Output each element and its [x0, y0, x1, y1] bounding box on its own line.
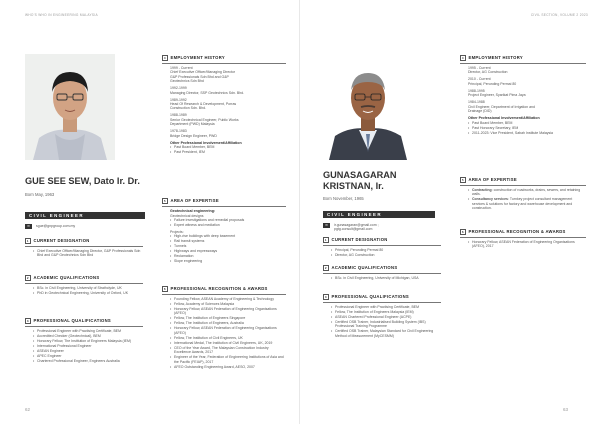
list-item: • Engineer of the Year, Federation of Engineering Institutions of Asia and the Pacific (FEIAP), 2017 [170, 355, 286, 364]
section-rule [460, 185, 586, 186]
section-title: ACADEMIC QUALIFICATIONS [33, 275, 100, 281]
list-item: • Director, AG Construction [331, 253, 441, 257]
list-item: • 2011-2023: Vice President, Sabah Institute Malaysia [468, 131, 586, 135]
list-item: • Certified OSB Trainer, Malaysian Standard for Civil Engineering Method of Measurement (MyCESMM) [331, 329, 441, 338]
employment-line: Project Engineer, Syarikat Pima Jaya [468, 93, 526, 98]
expertise-intro: Geotechnical designs [170, 213, 204, 218]
section-title: CURRENT DESIGNATION [33, 238, 90, 244]
employment-line: 1988-1989 [170, 113, 187, 118]
employment-line: Senior Geotechnical Engineer, Public Works [170, 117, 239, 122]
employment-line: Director, AG Construction [468, 70, 508, 75]
employment-entry [170, 113, 286, 126]
section-professional [25, 318, 143, 364]
employment-entry [468, 77, 586, 86]
list-item: • Honorary Fellow, The Institution of Engineers Malaysia (IEM) [33, 339, 143, 343]
employment-line: Chief Executive Officer/Managing Director [170, 70, 236, 75]
section-number: 2 [26, 276, 29, 280]
list-item: • Reclamation [170, 254, 286, 258]
employment-entry [468, 89, 586, 98]
list-item: • Past President, IEM [170, 150, 286, 154]
section-number: 5 [163, 199, 166, 203]
section-title: EMPLOYMENT HISTORY [170, 55, 225, 61]
list-item: • Expert witness and mediation [170, 223, 286, 227]
section-rule [25, 326, 143, 327]
expertise-label: Consultancy services [472, 197, 508, 202]
employment-line: Construction Sdn. Bhd. [170, 106, 206, 111]
list-item: • Founding Fellow, ASEAN Academy of Engineering & Technology [170, 297, 286, 301]
section-rule [162, 206, 286, 207]
list-item: • Chief Executive Officer/Managing Director, G&P Professionals Sdn Bhd and G&P Geotechnics Sdn Bhd [33, 249, 143, 258]
list-item: • PhD in Geotechnical Engineering, University of Oxford, UK [33, 291, 143, 295]
section-employment [162, 55, 286, 155]
section-rule [162, 294, 286, 295]
page-number: 62 [25, 407, 31, 412]
section-title: PROFESSIONAL RECOGNITION & AWARDS [170, 286, 268, 292]
birth-date: Born May, 1963 [25, 192, 55, 197]
section-current-designation [25, 238, 143, 258]
employment-entry [170, 86, 286, 95]
section-number: 6 [163, 287, 166, 291]
employment-entry [170, 98, 286, 111]
section-rule [460, 63, 586, 64]
list-item: • ASEAN Chartered Professional Engineer (ACPE) [331, 315, 441, 319]
list-item: • ASEAN Engineer [33, 349, 143, 353]
expertise-text: Turnkey project consultant management services & solutions for factory and warehouse development and construction. [472, 197, 573, 211]
section-rule [323, 302, 441, 303]
section-employment [460, 55, 586, 136]
list-item: • APEC Engineer [33, 354, 143, 358]
employment-line: G&P Professionals Sdn Bhd and G&P [170, 74, 229, 79]
list-item: • Highways and expressways [170, 249, 286, 253]
role-banner: CIVIL ENGINEER [323, 211, 435, 218]
list-item: • Fellow, Academy of Sciences Malaysia [170, 302, 286, 306]
section-title: AREA OF EXPERTISE [170, 198, 219, 204]
list-item: • Consultancy services: Turnkey project consultant management services & solutions for factory and warehouse development and construction. [468, 197, 586, 210]
list-item: • Past Board Member, BEM [468, 121, 586, 125]
employment-line: Civil Engineer, Department of Irrigation and [468, 104, 535, 109]
section-title: PROFESSIONAL RECOGNITION & AWARDS [468, 229, 566, 235]
section-rule [460, 237, 586, 238]
section-title: PROFESSIONAL QUALIFICATIONS [331, 294, 410, 300]
email-icon: ✉ [323, 223, 330, 228]
section-current-designation [323, 237, 441, 258]
employment-line: Bridge Design Engineer, PWD [170, 133, 217, 138]
section-rule [323, 245, 441, 246]
profile-photo [25, 54, 115, 160]
section-rule [25, 246, 143, 247]
list-item: • Professional Engineer with Practising Certificate, BEM [33, 329, 143, 333]
list-item: • Accredited Checker (Geotechnical), BEM [33, 334, 143, 338]
section-expertise [460, 177, 586, 211]
employment-line: Managing Director, SSP Geotechnics Sdn. Bhd. [170, 90, 245, 95]
list-item: • CEO of the Year Award, The Malaysian Construction Industry Excellence Awards, 2017 [170, 346, 286, 355]
employment-line: 1989-1992 [170, 97, 187, 102]
section-number: 4 [461, 56, 464, 60]
list-item: • Past Board Member, BEM [170, 145, 286, 149]
list-item: • Failure investigations and remedial proposals [170, 218, 286, 222]
list-item: • High-rise buildings with deep basement [170, 234, 286, 238]
section-academic [25, 275, 143, 296]
list-item: • AFEO Outstanding Engineering Award, AESO, 2007 [170, 365, 286, 369]
employment-entry [170, 129, 286, 138]
employment-line: 2010 - Current [468, 77, 491, 82]
birth-date: Born November, 1965 [323, 196, 364, 201]
list-item: • Fellow, The Institution of Engineers Singapore [170, 316, 286, 320]
section-number: 4 [163, 56, 166, 60]
running-head: WHO'S WHO IN ENGINEERING MALAYSIA [25, 13, 98, 17]
person-name: GUNASAGARAN KRISTNAN, Ir. [323, 170, 397, 191]
section-title: CURRENT DESIGNATION [331, 237, 388, 243]
employment-line: 1988-1995 [468, 88, 485, 93]
section-academic [323, 265, 441, 281]
email-row [323, 223, 394, 232]
employment-line: 1978-1983 [170, 129, 187, 134]
list-item: • Honorary Fellow, ASEAN Federation of Engineering Organisations (AFEO) [170, 326, 286, 335]
employment-entry [468, 66, 586, 75]
role-banner: CIVIL ENGINEER [25, 212, 145, 219]
section-professional [323, 294, 441, 339]
list-item: • Fellow, The Institution of Civil Engineers, UK [170, 336, 286, 340]
employment-entry [468, 100, 586, 113]
expertise-heading: Geotechnical engineering: [170, 209, 216, 213]
email-icon: ✉ [25, 224, 32, 229]
section-recognition [460, 229, 586, 249]
list-item: • Slope engineering [170, 259, 286, 263]
section-title: AREA OF EXPERTISE [468, 177, 517, 183]
email-address[interactable]: sgue@gnpgroup.com.my [36, 224, 76, 228]
section-number: 3 [324, 295, 327, 299]
profile-photo [323, 54, 413, 160]
section-expertise [162, 198, 286, 264]
employment-line: 1999 - Current [170, 66, 193, 70]
affiliation-heading: Other Professional Involvement/Affiliation [468, 116, 540, 121]
employment-line: Drainage (DID) [468, 109, 492, 114]
expertise-intro: Projects: [170, 229, 184, 234]
section-recognition [162, 286, 286, 370]
expertise-text: construction of roadworks, drains, sewers, and retaining walls. [472, 188, 581, 197]
email-address[interactable]: ir.gunasagaran@gmail.com ; pgtg.consult@gmail.com [334, 223, 379, 232]
list-item: • BSc. in Civil Engineering, University of Strathclyde, UK [33, 286, 143, 290]
section-number: 5 [461, 178, 464, 182]
employment-line: Principal, Perunding Permai 80 [468, 81, 517, 86]
list-item: • Fellow, The Institution of Engineers, Australia [170, 321, 286, 325]
employment-line: 1984-1988 [468, 100, 485, 105]
section-rule [25, 283, 143, 284]
page-number: 63 [562, 407, 568, 412]
employment-line: 1995 - Current [468, 66, 491, 70]
list-item: • Chartered Professional Engineer, Engineers Australia [33, 359, 143, 363]
section-number: 6 [461, 230, 464, 234]
employment-line: Head Of Research & Development, Porras [170, 102, 237, 107]
section-number: 1 [26, 239, 29, 243]
employment-entry [170, 66, 286, 84]
list-item: • Honorary Fellow, ASEAN Federation of Engineering Organisations (AFEO) [170, 307, 286, 316]
section-rule [162, 63, 286, 64]
list-item: • Tunnels [170, 244, 286, 248]
list-item: • Fellow, The Institution of Engineers Malaysia (IEM) [331, 310, 441, 314]
list-item: • BSc. in Civil Engineering, University of Michigan, USA [331, 276, 441, 280]
list-item: • Contracting: construction of roadworks, drains, sewers, and retaining walls. [468, 188, 586, 197]
person-name: GUE SEE SEW, Dato Ir. Dr. [25, 176, 140, 186]
list-item: • International Medal, The Institution of Civil Engineers, UK, 2019 [170, 341, 286, 345]
list-item: • Principal, Perunding Permai 80 [331, 248, 441, 252]
list-item: • International Professional Engineer [33, 344, 143, 348]
list-item: • Certified OSB Trainer, Industrialised Building System (IBS) Professional Training Programme [331, 320, 441, 329]
list-item: • Honorary Fellow, ASEAN Federation of Engineering Organisations (AFEO), 2017 [468, 240, 586, 249]
section-title: ACADEMIC QUALIFICATIONS [331, 265, 398, 271]
expertise-label: Contracting [472, 188, 492, 192]
employment-line: Department (PWD) Malaysia [170, 122, 215, 127]
list-item: • Professional Engineer with Practising Certificate, BEM [331, 305, 441, 309]
employment-line: 1992-1999 [170, 86, 187, 91]
email-row [25, 224, 75, 229]
section-number: 3 [26, 319, 29, 323]
section-number: 2 [324, 266, 327, 270]
right-page [300, 0, 600, 424]
running-head: CIVIL SECTION, VOLUME 2 2023 [530, 13, 588, 17]
list-item: • Past Honorary Secretary, IEM [468, 126, 586, 130]
list-item: • Rail transit systems [170, 239, 286, 243]
employment-line: Geotechnics Sdn Bhd [170, 79, 204, 84]
section-title: EMPLOYMENT HISTORY [468, 55, 523, 61]
section-number: 1 [324, 238, 327, 242]
section-rule [323, 273, 441, 274]
affiliation-heading: Other Professional Involvement/Affiliation [170, 140, 242, 145]
section-title: PROFESSIONAL QUALIFICATIONS [33, 318, 112, 324]
